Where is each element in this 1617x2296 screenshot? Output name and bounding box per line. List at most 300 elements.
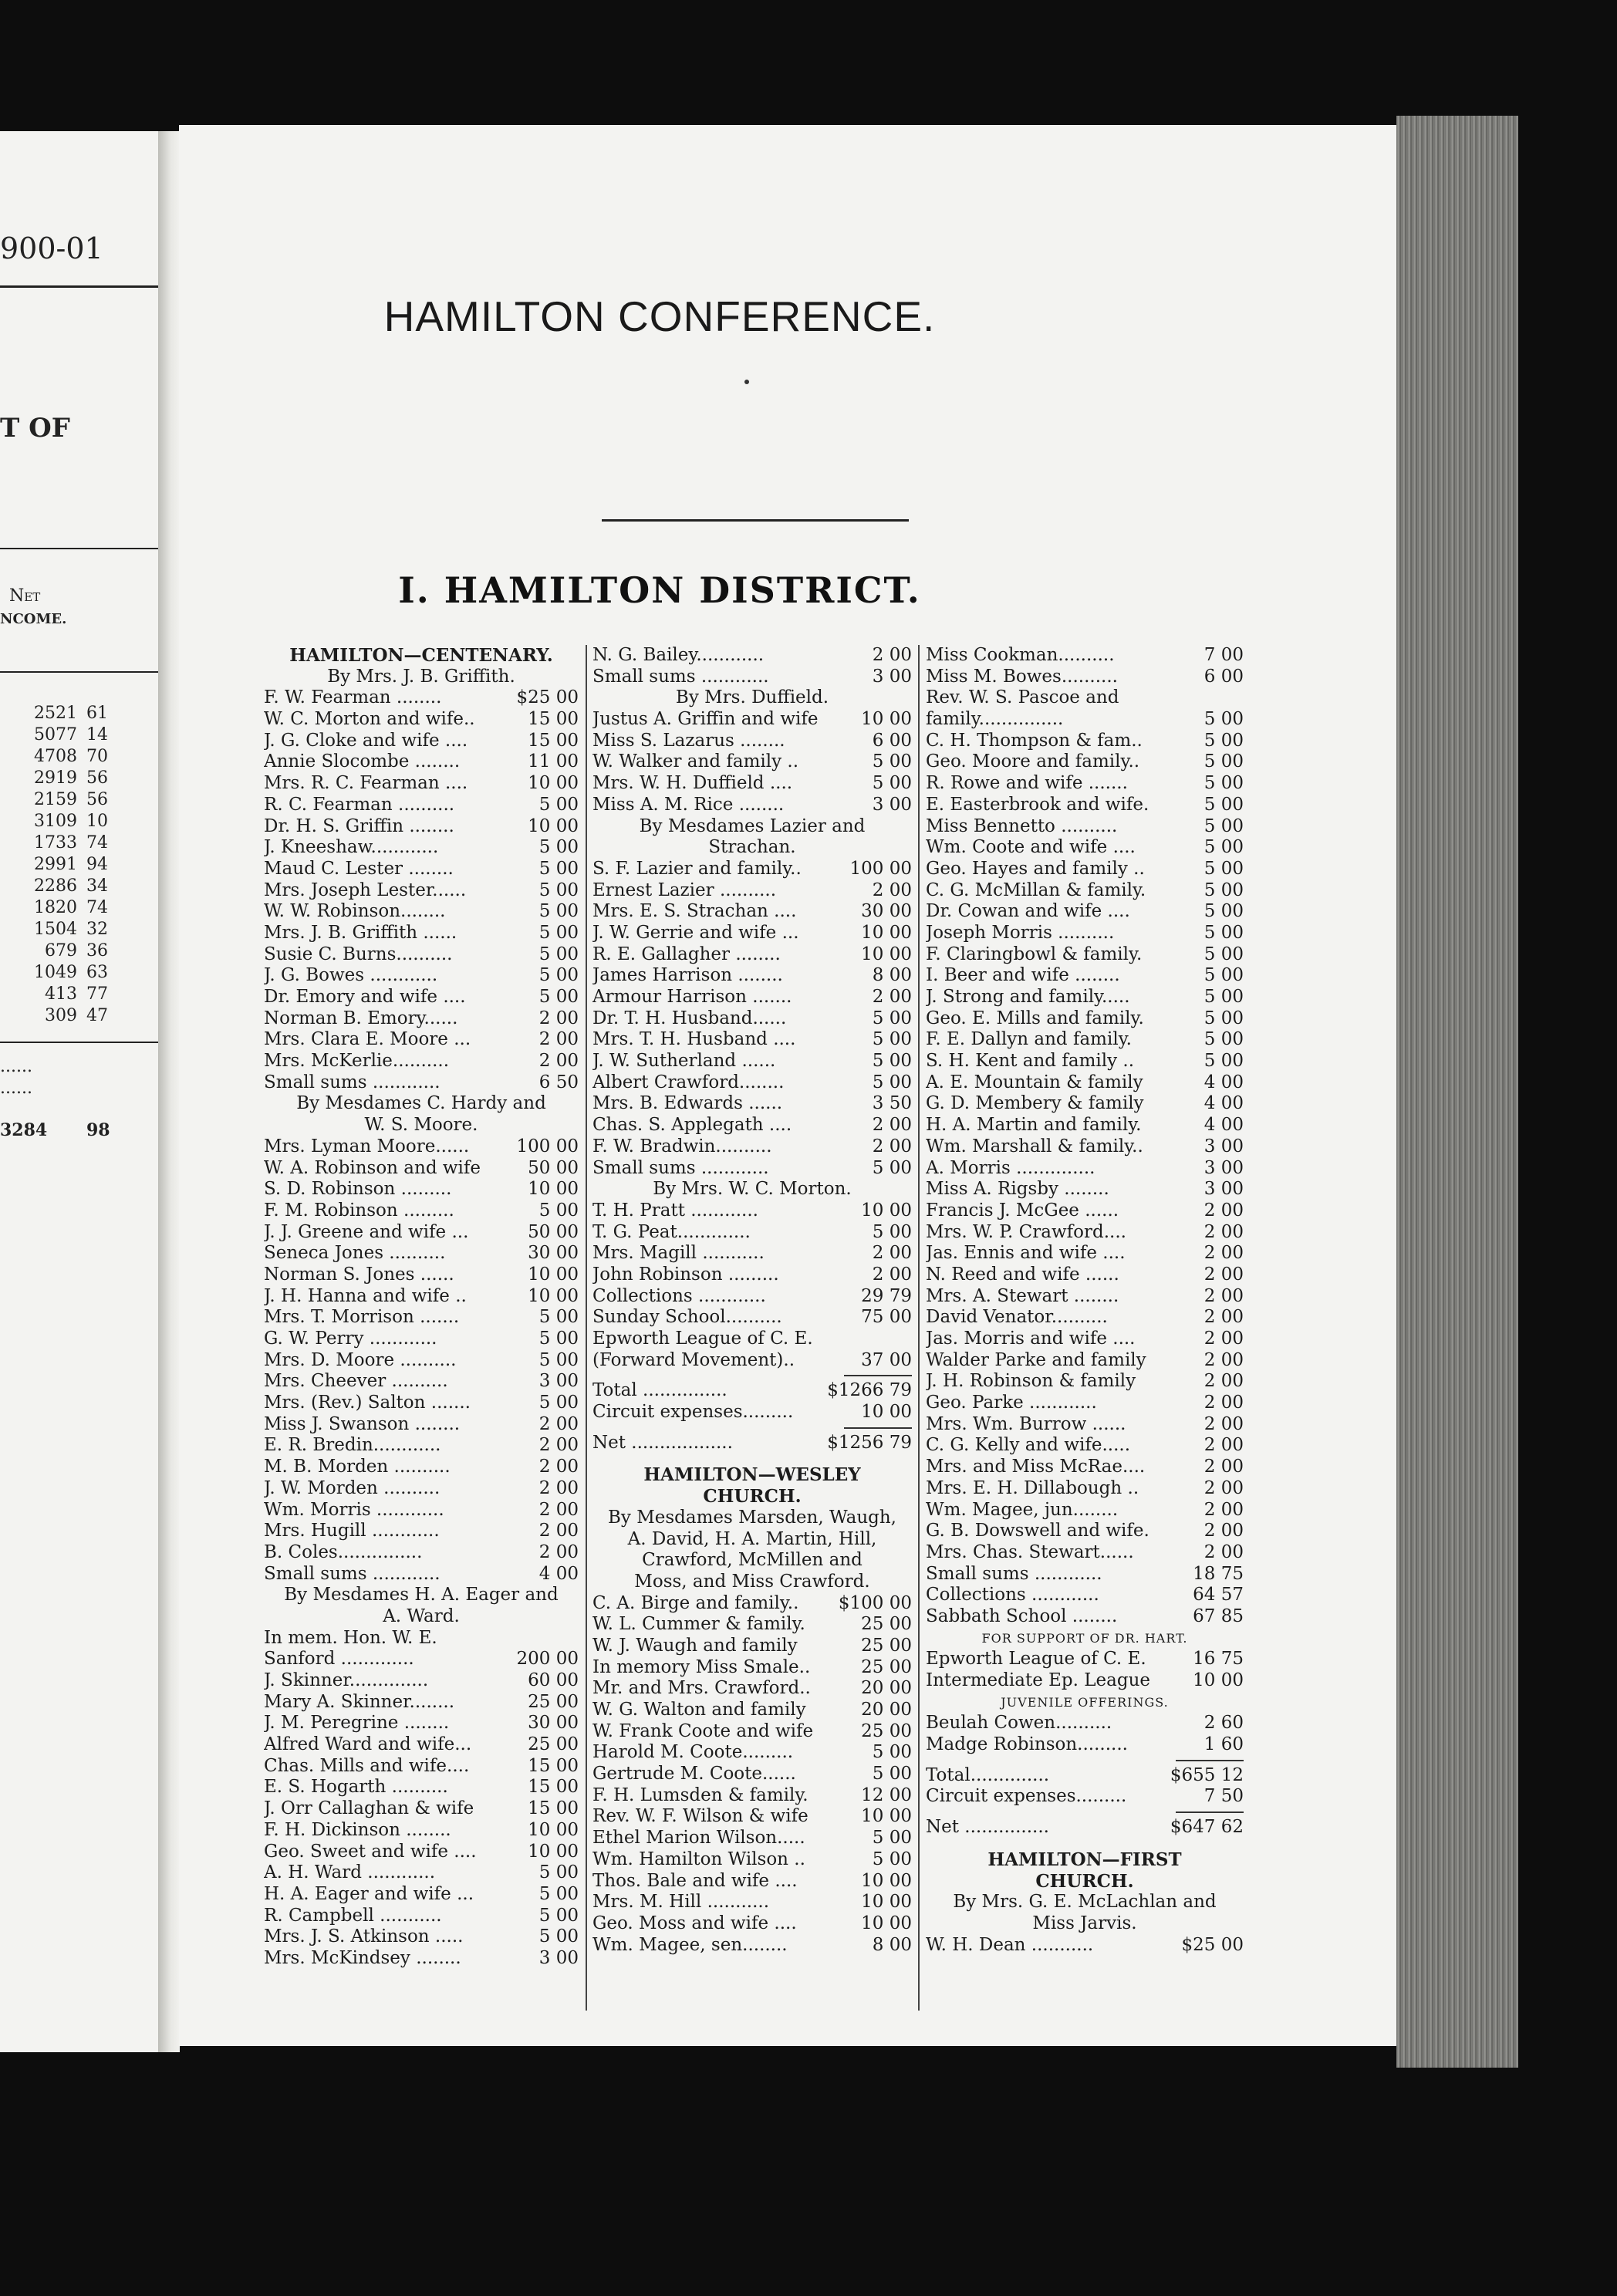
donation-amount: 5 00 xyxy=(869,1222,912,1244)
donor-name: Geo. Sweet and wife .... xyxy=(264,1841,477,1862)
donor-name: H. A. Martin and family. xyxy=(926,1115,1142,1136)
subscription-entry xyxy=(264,1649,579,1670)
donation-amount: 8 00 xyxy=(869,965,912,987)
donor-name: Mrs. B. Edwards ...... xyxy=(592,1093,783,1114)
subscription-entry xyxy=(926,773,1244,795)
donor-name: F. W. Fearman ........ xyxy=(264,687,442,708)
donor-name: Total ............... xyxy=(592,1380,727,1401)
donor-name: R. Campbell ........... xyxy=(264,1905,442,1926)
subscription-entry xyxy=(592,965,912,987)
donor-name: G. W. Perry ............ xyxy=(264,1329,437,1349)
subscription-entry xyxy=(592,1329,912,1350)
donation-amount: 25 00 xyxy=(858,1657,912,1679)
subscription-entry xyxy=(926,1307,1244,1329)
donor-name: I. Beer and wife ........ xyxy=(926,965,1120,986)
donation-amount: 50 00 xyxy=(525,1222,579,1244)
collector-line: Strachan. xyxy=(708,837,796,858)
donor-name: Geo. Hayes and family .. xyxy=(926,858,1145,879)
subscription-entry xyxy=(264,1371,579,1393)
donor-name: Mrs. Chas. Stewart...... xyxy=(926,1541,1134,1562)
donation-amount: 2 00 xyxy=(1201,1435,1244,1457)
donation-amount: 2 00 xyxy=(536,1521,579,1542)
facing-page-rule xyxy=(0,671,158,673)
subscription-entry xyxy=(592,987,912,1008)
donor-name: Alfred Ward and wife... xyxy=(264,1734,472,1755)
subscription-entry xyxy=(926,709,1244,731)
donor-name: Epworth League of C. E. xyxy=(926,1649,1146,1670)
donation-amount: 10 00 xyxy=(858,1892,912,1913)
subscription-entry xyxy=(592,1935,912,1957)
donation-amount: 10 00 xyxy=(858,1402,912,1423)
subscription-entry xyxy=(926,1008,1244,1030)
subscription-entry xyxy=(264,859,579,880)
donation-amount: 20 00 xyxy=(858,1678,912,1700)
subscription-entry xyxy=(926,1765,1244,1787)
subscription-entry xyxy=(264,1713,579,1734)
facing-page-value: 2991 xyxy=(34,855,77,874)
donation-amount: 5 00 xyxy=(536,1906,579,1927)
subscription-entry xyxy=(926,1606,1244,1628)
collector-line: By Mesdames C. Hardy and xyxy=(296,1093,546,1114)
subscription-entry xyxy=(592,1350,912,1372)
subscription-entry xyxy=(926,1393,1244,1414)
donor-name: N. Reed and wife ...... xyxy=(926,1264,1119,1285)
sum-rule-line xyxy=(1176,1811,1244,1813)
donation-amount: 2 00 xyxy=(1201,1350,1244,1372)
facing-page-value: 2159 xyxy=(34,790,77,809)
donor-name: F. W. Bradwin.......... xyxy=(592,1136,772,1156)
donation-amount: 2 00 xyxy=(536,1029,579,1051)
facing-page-cents: 70 xyxy=(86,747,108,766)
subscription-entry xyxy=(926,901,1244,923)
donor-name: Ernest Lazier .......... xyxy=(592,880,777,900)
church-heading: HAMILTON—CENTENARY. xyxy=(289,645,553,666)
donor-name: Mrs. R. C. Fearman .... xyxy=(264,773,468,794)
donation-amount: 5 00 xyxy=(869,1158,912,1180)
donation-amount: 5 00 xyxy=(869,1051,912,1072)
donor-name: (Forward Movement).. xyxy=(592,1349,795,1370)
subscription-entry xyxy=(926,751,1244,773)
donor-name: Rev. W. S. Pascoe and xyxy=(926,687,1119,708)
facing-page-cents: 61 xyxy=(86,704,108,723)
subscription-entry xyxy=(926,944,1244,966)
collector-line: By Mesdames Marsden, Waugh, xyxy=(608,1507,896,1528)
donation-amount: 10 00 xyxy=(525,1286,579,1308)
donation-amount: 5 00 xyxy=(1201,773,1244,795)
donor-name: Sunday School.......... xyxy=(592,1307,782,1328)
subscription-entry xyxy=(926,1734,1244,1756)
facing-page-rule xyxy=(0,548,158,549)
collector-line: Moss, and Miss Crawford. xyxy=(634,1571,870,1592)
subscription-entry xyxy=(264,1862,579,1884)
donor-name: Wm. Magee, sen........ xyxy=(592,1934,788,1955)
donation-amount: 3 00 xyxy=(1201,1136,1244,1158)
subscription-entry xyxy=(592,1657,912,1679)
donation-amount: 11 00 xyxy=(525,751,579,773)
donation-amount: 5 00 xyxy=(1201,987,1244,1008)
donor-name: Small sums ............ xyxy=(264,1563,441,1584)
donation-amount: 10 00 xyxy=(525,1179,579,1200)
donation-amount: $25 00 xyxy=(514,687,579,709)
donor-name: Madge Robinson......... xyxy=(926,1734,1128,1755)
donation-amount: 10 00 xyxy=(525,1842,579,1863)
donation-amount: 5 00 xyxy=(536,1926,579,1948)
subscription-entry xyxy=(592,1307,912,1329)
donation-amount: 2 00 xyxy=(1201,1457,1244,1478)
subscription-entry xyxy=(264,1179,579,1200)
facing-page-cents: 32 xyxy=(86,920,108,939)
donation-amount: 15 00 xyxy=(525,1756,579,1778)
donation-amount: 5 00 xyxy=(536,1862,579,1884)
facing-page-total-value: 3284 xyxy=(0,1120,48,1140)
facing-page-value: 5077 xyxy=(34,725,77,745)
subscription-entry xyxy=(592,1828,912,1849)
subscription-entry xyxy=(926,987,1244,1008)
donation-amount: 5 00 xyxy=(1201,901,1244,923)
collector-line: A. David, H. A. Martin, Hill, xyxy=(627,1528,877,1549)
donor-name: Geo. Moss and wife .... xyxy=(592,1913,797,1933)
subscription-entry xyxy=(592,751,912,773)
donor-name: W. A. Robinson and wife xyxy=(264,1157,481,1178)
subscription-entry xyxy=(592,667,912,688)
donation-amount: 5 00 xyxy=(1201,965,1244,987)
donor-name: E. Easterbrook and wife. xyxy=(926,794,1149,815)
sum-rule-line xyxy=(844,1375,912,1376)
district-heading: I. HAMILTON DISTRICT. xyxy=(398,569,921,611)
donor-name: Miss Cookman.......... xyxy=(926,645,1115,665)
subscription-entry xyxy=(264,1051,579,1072)
subscription-entry xyxy=(592,1700,912,1721)
subscription-entry xyxy=(592,1380,912,1402)
donor-name: W. Walker and family .. xyxy=(592,751,799,772)
donation-amount: 3 00 xyxy=(869,667,912,688)
donation-amount: 10 00 xyxy=(525,816,579,838)
donation-amount: 5 00 xyxy=(536,944,579,966)
sum-rule-line xyxy=(844,1427,912,1429)
subscription-entry xyxy=(264,795,579,816)
donation-amount: 5 00 xyxy=(536,1884,579,1906)
donor-name: W. H. Dean ........... xyxy=(926,1934,1094,1955)
donation-amount: 4 00 xyxy=(536,1564,579,1585)
subscription-entry xyxy=(592,1871,912,1893)
donation-amount: 10 00 xyxy=(858,1200,912,1222)
donor-name: Mrs. McKindsey ........ xyxy=(264,1947,461,1968)
donor-name: Rev. W. F. Wilson & wife xyxy=(592,1806,808,1827)
subscription-entry xyxy=(264,901,579,923)
donor-name: Small sums ............ xyxy=(592,1157,769,1178)
donation-amount: 3 00 xyxy=(1201,1158,1244,1180)
donation-amount: 5 00 xyxy=(869,773,912,795)
donor-name: Collections ............ xyxy=(592,1285,766,1306)
facing-page-value: 2919 xyxy=(34,768,77,788)
donor-name: H. A. Eager and wife ... xyxy=(264,1883,474,1904)
subscription-entry xyxy=(926,1093,1244,1115)
donation-amount: 5 00 xyxy=(536,837,579,859)
donor-name: Jas. Ennis and wife .... xyxy=(926,1243,1126,1264)
donor-name: E. S. Hogarth .......... xyxy=(264,1777,448,1798)
donation-amount: 5 00 xyxy=(1201,1051,1244,1072)
donor-name: Circuit expenses......... xyxy=(592,1402,794,1423)
subscription-entry xyxy=(264,1457,579,1478)
subscription-entry xyxy=(264,1478,579,1500)
donation-amount: 15 00 xyxy=(525,1798,579,1820)
subscription-entry xyxy=(592,1243,912,1264)
donation-amount: 4 00 xyxy=(1201,1072,1244,1094)
subscription-entry xyxy=(264,1222,579,1244)
donation-amount: 5 00 xyxy=(536,1393,579,1414)
section-note: JUVENILE OFFERINGS. xyxy=(1001,1694,1169,1710)
donation-amount: 5 00 xyxy=(1201,731,1244,752)
donation-amount: 64 57 xyxy=(1190,1585,1244,1606)
donation-amount: 30 00 xyxy=(525,1713,579,1734)
donor-name: J. Strong and family..... xyxy=(926,987,1130,1007)
donation-amount: 37 00 xyxy=(858,1350,912,1372)
subscription-entry xyxy=(592,1264,912,1286)
donation-amount: $100 00 xyxy=(836,1593,912,1615)
subscription-entry xyxy=(592,923,912,944)
donation-amount: 25 00 xyxy=(858,1636,912,1657)
donor-name: Thos. Bale and wife .... xyxy=(592,1870,798,1891)
donor-name: Mrs. M. Hill ........... xyxy=(592,1892,770,1913)
donor-name: Miss A. M. Rice ........ xyxy=(592,794,785,815)
subscription-entry xyxy=(592,709,912,731)
donation-amount: 30 00 xyxy=(525,1243,579,1264)
donor-name: J. M. Peregrine ........ xyxy=(264,1713,450,1734)
subscription-entry xyxy=(926,859,1244,880)
donor-name: Wm. Hamilton Wilson .. xyxy=(592,1849,805,1869)
subscription-entry xyxy=(264,1884,579,1906)
church-heading: HAMILTON—WESLEY xyxy=(643,1464,861,1486)
donation-amount: 2 00 xyxy=(1201,1222,1244,1244)
subscription-entry xyxy=(264,1286,579,1308)
donation-amount: 29 79 xyxy=(858,1286,912,1308)
donor-name: Joseph Morris .......... xyxy=(926,922,1115,943)
donor-name: Mrs. (Rev.) Salton ....... xyxy=(264,1393,471,1413)
facing-page-rule xyxy=(0,285,158,288)
facing-page-dots: ...... xyxy=(0,1057,32,1076)
facing-page-col-header: NCOME. xyxy=(0,611,67,627)
donation-amount: 10 00 xyxy=(858,1913,912,1935)
book-gutter xyxy=(158,131,180,2052)
facing-page-value: 2521 xyxy=(34,704,77,723)
subscription-column-1 xyxy=(264,645,579,1970)
printer-mark xyxy=(744,380,749,384)
donor-name: Susie C. Burns.......... xyxy=(264,944,453,964)
subscription-entry xyxy=(592,1721,912,1743)
donation-amount: 5 00 xyxy=(536,923,579,944)
subscription-entry xyxy=(926,645,1244,667)
donor-name: J. W. Morden .......... xyxy=(264,1477,441,1498)
donation-amount: 5 00 xyxy=(1201,859,1244,880)
donation-amount: 25 00 xyxy=(858,1721,912,1743)
donation-amount: 5 00 xyxy=(536,859,579,880)
subscription-entry xyxy=(592,1806,912,1828)
subscription-entry xyxy=(926,687,1244,709)
donation-amount: 200 00 xyxy=(514,1649,579,1670)
subscription-entry xyxy=(592,1593,912,1615)
donor-name: Net .................. xyxy=(592,1432,733,1453)
donor-name: Mrs. T. Morrison ....... xyxy=(264,1307,460,1328)
subscription-entry xyxy=(592,1636,912,1657)
subscription-entry xyxy=(592,1136,912,1158)
donor-name: C. A. Birge and family.. xyxy=(592,1592,799,1613)
subscription-entry xyxy=(264,1243,579,1264)
facing-page-cents: 56 xyxy=(86,790,108,809)
collector-line: By Mesdames H. A. Eager and xyxy=(284,1585,559,1606)
subscription-entry xyxy=(926,1478,1244,1500)
subscription-entry xyxy=(592,944,912,966)
sum-rule xyxy=(592,1423,912,1433)
donation-amount: 5 00 xyxy=(1201,837,1244,859)
donation-amount: 6 50 xyxy=(536,1072,579,1094)
subscription-entry xyxy=(264,1350,579,1372)
donor-name: R. E. Gallagher ........ xyxy=(592,944,781,964)
subscription-entry xyxy=(592,1433,912,1454)
facing-page-cents: 56 xyxy=(86,768,108,788)
donation-amount: 2 00 xyxy=(1201,1286,1244,1308)
donor-name: Norman B. Emory...... xyxy=(264,1008,458,1028)
subscription-entry xyxy=(264,1628,579,1649)
subscription-entry xyxy=(926,1329,1244,1350)
donor-name: Mrs. D. Moore .......... xyxy=(264,1349,457,1370)
donor-name: A. H. Ward ............ xyxy=(264,1862,436,1883)
donation-amount: 2 00 xyxy=(1201,1200,1244,1222)
donor-name: Epworth League of C. E. xyxy=(592,1329,813,1349)
facing-page-cents: 14 xyxy=(86,725,108,745)
subscription-entry xyxy=(592,1200,912,1222)
section-gap xyxy=(926,1838,1244,1849)
donation-amount: 2 00 xyxy=(1201,1264,1244,1286)
subscription-entry xyxy=(264,1670,579,1692)
subscription-entry xyxy=(592,1008,912,1030)
donation-amount: 5 00 xyxy=(1201,816,1244,838)
donor-name: Net ............... xyxy=(926,1817,1049,1838)
subscription-entry xyxy=(264,987,579,1008)
donation-amount: 5 00 xyxy=(869,1742,912,1764)
donation-amount: 20 00 xyxy=(858,1700,912,1721)
donor-name: A. Morris .............. xyxy=(926,1157,1095,1178)
subscription-entry xyxy=(264,965,579,987)
subscription-entry xyxy=(926,965,1244,987)
subscription-entry xyxy=(264,1734,579,1756)
subscription-entry xyxy=(926,1264,1244,1286)
subscription-entry xyxy=(926,1500,1244,1521)
donation-amount: 5 00 xyxy=(1201,880,1244,902)
subscription-entry xyxy=(264,773,579,795)
donor-name: Mr. and Mrs. Crawford.. xyxy=(592,1678,811,1699)
donor-name: W. Frank Coote and wife xyxy=(592,1720,814,1741)
donor-name: Mrs. J. S. Atkinson ..... xyxy=(264,1926,464,1947)
facing-page-col-header: Net xyxy=(9,586,41,606)
subscription-entry xyxy=(264,731,579,752)
subscription-entry xyxy=(264,1500,579,1521)
donation-amount: $1256 79 xyxy=(824,1433,912,1454)
donation-amount: 5 00 xyxy=(869,1072,912,1094)
subscription-entry xyxy=(592,1286,912,1308)
donation-amount: 3 50 xyxy=(869,1093,912,1115)
donation-amount: 5 00 xyxy=(869,1008,912,1030)
donation-amount: 100 00 xyxy=(514,1136,579,1158)
donor-name: J. H. Robinson & family xyxy=(926,1371,1136,1392)
subscription-entry xyxy=(926,1817,1244,1838)
donation-amount: 5 00 xyxy=(869,1764,912,1785)
subscription-entry xyxy=(264,687,579,709)
donor-name: Justus A. Griffin and wife xyxy=(592,709,819,730)
donation-amount: 5 00 xyxy=(536,795,579,816)
donation-amount: 50 00 xyxy=(525,1158,579,1180)
donor-name: C. G. McMillan & family. xyxy=(926,880,1146,900)
subscription-entry xyxy=(926,1542,1244,1564)
donor-name: J. Orr Callaghan & wife xyxy=(264,1798,474,1819)
subscription-entry xyxy=(592,1029,912,1051)
subscription-entry xyxy=(926,1435,1244,1457)
subscription-entry xyxy=(926,1200,1244,1222)
facing-page-cents: 63 xyxy=(86,963,108,982)
donor-name: Chas. S. Applegath .... xyxy=(592,1115,792,1136)
facing-page-value: 2286 xyxy=(34,876,77,896)
subscription-entry xyxy=(592,1678,912,1700)
subscription-entry xyxy=(264,1264,579,1286)
donor-name: Mrs. Hugill ............ xyxy=(264,1521,440,1541)
donor-name: J. G. Cloke and wife .... xyxy=(264,730,468,751)
collector-line: By Mrs. J. B. Griffith. xyxy=(327,666,515,687)
subscription-entry xyxy=(264,944,579,966)
subscription-entry xyxy=(264,816,579,838)
subscription-entry xyxy=(926,1350,1244,1372)
donor-name: Miss M. Bowes.......... xyxy=(926,666,1118,687)
donation-amount: 2 00 xyxy=(1201,1307,1244,1329)
donation-amount: 5 00 xyxy=(869,1849,912,1871)
donation-amount: 3 00 xyxy=(536,1371,579,1393)
donation-amount: 7 00 xyxy=(1201,645,1244,667)
donor-name: Wm. Marshall & family.. xyxy=(926,1136,1143,1156)
donor-name: In memory Miss Smale.. xyxy=(592,1656,811,1677)
donor-name: J. W. Gerrie and wife ... xyxy=(592,922,799,943)
donation-amount: 2 00 xyxy=(869,987,912,1008)
donation-amount: 2 00 xyxy=(1201,1371,1244,1393)
subscription-entry xyxy=(264,1072,579,1094)
subscription-entry xyxy=(592,1742,912,1764)
subscription-entry xyxy=(926,1457,1244,1478)
donor-name: Miss J. Swanson ........ xyxy=(264,1413,461,1434)
donation-amount: 10 00 xyxy=(525,1264,579,1286)
donation-amount: 2 00 xyxy=(536,1500,579,1521)
donation-amount: 2 00 xyxy=(536,1542,579,1564)
donor-name: Dr. T. H. Husband...... xyxy=(592,1008,787,1028)
section-note: FOR SUPPORT OF DR. HART. xyxy=(981,1630,1188,1646)
donation-amount: 2 00 xyxy=(1201,1478,1244,1500)
subscription-entry xyxy=(264,1200,579,1222)
donation-amount: 16 75 xyxy=(1190,1649,1244,1670)
donor-name: E. R. Bredin............ xyxy=(264,1435,441,1456)
facing-page-cents: 34 xyxy=(86,876,108,896)
donation-amount: 2 00 xyxy=(1201,1243,1244,1264)
collector-line: Crawford, McMillen and xyxy=(642,1550,863,1571)
subscription-entry xyxy=(926,731,1244,752)
donation-amount: $1266 79 xyxy=(824,1380,912,1402)
donor-name: S. D. Robinson ......... xyxy=(264,1179,452,1200)
subscription-entry xyxy=(926,1670,1244,1692)
subscription-entry xyxy=(592,1614,912,1636)
donor-name: Harold M. Coote......... xyxy=(592,1742,794,1763)
donor-name: Mrs. Cheever .......... xyxy=(264,1371,448,1392)
donor-name: Maud C. Lester ........ xyxy=(264,858,454,879)
donation-amount: 2 00 xyxy=(869,880,912,902)
donation-amount: 2 00 xyxy=(1201,1500,1244,1521)
donor-name: N. G. Bailey............ xyxy=(592,645,765,665)
donation-amount: 5 00 xyxy=(869,751,912,773)
donation-amount: 2 00 xyxy=(536,1008,579,1030)
